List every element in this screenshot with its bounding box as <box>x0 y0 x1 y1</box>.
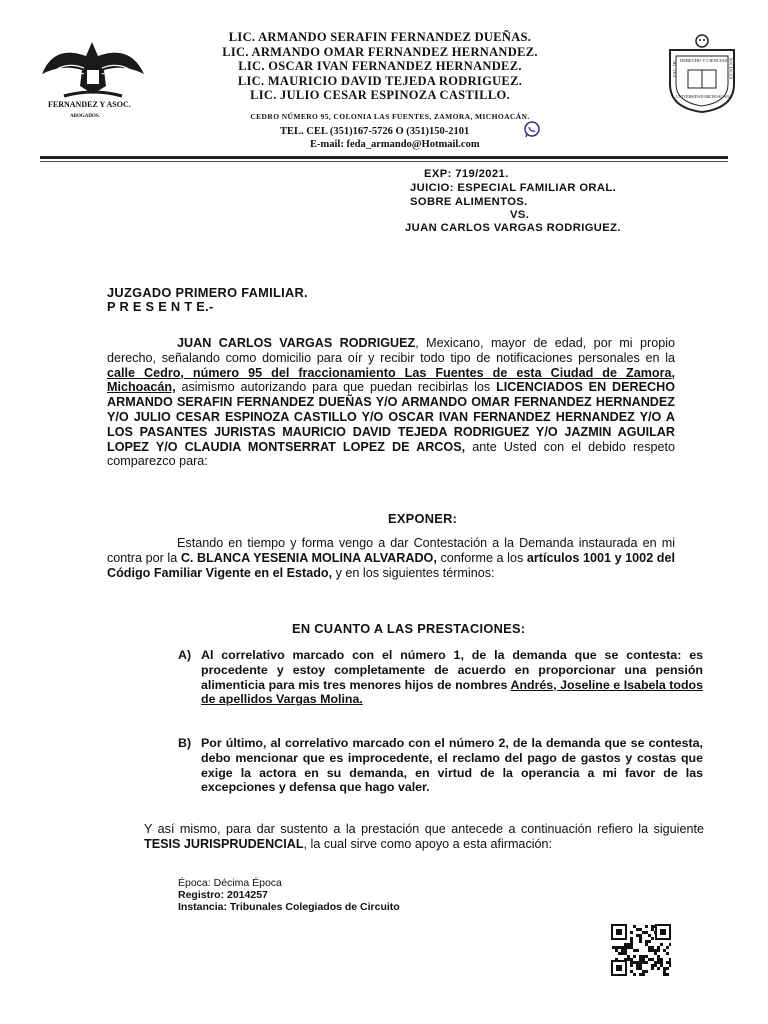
item-a-body: Al correlativo marcado con el número 1, de la demanda que se contesta: es procedente y estoy completamente de acuerdo en proporcionar una pensión alimenticia para mis tres menores hijos de nombres <box>201 648 703 692</box>
firm-logo-subcaption: ABOGADOS. <box>70 114 100 119</box>
item-a-label: A) <box>178 648 192 662</box>
case-vs: VS. <box>510 209 530 221</box>
plaintiff-name: C. BLANCA YESENIA MOLINA ALVARADO, <box>180 550 437 565</box>
eagle-emblem-icon <box>34 34 152 104</box>
case-juicio: JUICIO: ESPECIAL FAMILIAR ORAL. <box>410 182 617 194</box>
intro-text: ante Usted con el debido respeto comparezco para: <box>107 439 675 469</box>
tesis-text: Y así mismo, para dar sustento a la prestación que antecede a continuación refiero la siguiente <box>144 822 704 836</box>
exponer-text: conforme a los <box>436 550 527 565</box>
seal-text-left: FAC. DE <box>671 60 677 77</box>
firm-phone: TEL. CEL (351)167-5726 O (351)150-2101 <box>280 126 470 137</box>
firm-logo <box>34 34 152 124</box>
intro-address: calle Cedro, número 95 del fraccionamiento Las Fuentes de esta Ciudad de Zamora, Michoacán, <box>107 365 675 395</box>
meta-epoca: Época: Décima Época <box>178 877 282 889</box>
header-divider <box>40 156 728 159</box>
lawyer-name: LIC. ARMANDO SERAFIN FERNANDEZ DUEÑAS. <box>228 30 532 44</box>
lawyer-name: LIC. ARMANDO OMAR FERNANDEZ HERNANDEZ. <box>222 44 538 59</box>
seal-text-right: SOCIALES <box>728 57 734 80</box>
exponer-text: Estando en tiempo y forma vengo a dar Contestación a la Demanda instaurada en mi contra por la <box>107 536 675 565</box>
exponer-heading: EXPONER: <box>388 511 458 526</box>
authorized-persons: LICENCIADOS EN DERECHO ARMANDO SERAFIN FERNANDEZ DUEÑAS Y/O ARMANDO OMAR FERNANDEZ HERNANDEZ Y/O JULIO CESAR ESPINOZA CASTILLO Y/O OSCAR IVAN FERNANDEZ HERNANDEZ Y/O A LOS PASANTES JURISTAS MAURICIO DAVID TEJEDA RODRIGUEZ Y/O JAZMIN AGUILAR LOPEZ Y/O CLAUDIA MONTSERRAT LOPEZ DE ARCOS, <box>107 380 675 454</box>
court-name: JUZGADO PRIMERO FAMILIAR. <box>107 285 308 300</box>
item-b-text: Por último, al correlativo marcado con el número 2, de la demanda que se contesta, debo mencionar que es improcedente, el reclamo del pago de gastos y costas que exige la actora en su demanda, en virtud de la operancia a mi favor de las excepciones y defensa que hago valer. <box>201 736 703 795</box>
tesis-bold: TESIS JURISPRUDENCIAL <box>144 836 304 851</box>
presente: P R E S E N T E.- <box>107 299 214 314</box>
lawyer-name: LIC. OSCAR IVAN FERNANDEZ HERNANDEZ. <box>238 59 522 74</box>
intro-paragraph <box>107 336 675 469</box>
firm-address: CEDRO NÚMERO 95, COLONIA LAS FUENTES, ZAMORA, MICHOACÁN. <box>250 112 530 121</box>
qr-code-icon <box>611 924 671 976</box>
intro-text: asimismo autorizando para que puedan recibirlas los <box>175 380 497 395</box>
defendant-name: JUAN CARLOS VARGAS RODRIGUEZ <box>177 336 416 350</box>
seal-text-bottom: UNIVERSIDAD MICHOACANA <box>676 94 732 99</box>
case-party: JUAN CARLOS VARGAS RODRIGUEZ. <box>405 222 621 234</box>
meta-instancia: Instancia: Tribunales Colegiados de Circuito <box>178 901 400 913</box>
item-a-text <box>201 648 703 707</box>
case-exp: EXP: 719/2021. <box>424 168 509 180</box>
lawyer-name: LIC. JULIO CESAR ESPINOZA CASTILLO. <box>250 88 510 103</box>
prestaciones-heading: EN CUANTO A LAS PRESTACIONES: <box>292 621 526 636</box>
children-names: Andrés, Joseline e Isabela todos de apellidos Vargas Molina. <box>201 677 704 707</box>
whatsapp-icon <box>522 121 542 144</box>
tesis-paragraph <box>144 822 704 852</box>
firm-logo-caption: FERNANDEZ Y ASOC. <box>48 100 131 109</box>
meta-registro: Registro: 2014257 <box>178 889 268 901</box>
exponer-paragraph <box>107 536 675 580</box>
exponer-text: y en los siguientes términos: <box>332 565 495 580</box>
lawyer-name: LIC. MAURICIO DAVID TEJEDA RODRIGUEZ. <box>237 73 523 88</box>
seal-text-top: DERECHO Y CIENCIAS <box>680 58 728 63</box>
university-seal <box>664 32 740 114</box>
lawyers-list <box>180 30 580 103</box>
case-sobre: SOBRE ALIMENTOS. <box>410 196 528 208</box>
tesis-text: , la cual sirve como apoyo a esta afirmación: <box>303 836 553 851</box>
intro-text: , Mexicano, mayor de edad, por mi propio derecho, señalando como domicilio para oír y recibir todo tipo de notificaciones personales en la <box>107 336 676 365</box>
item-b-label: B) <box>178 736 192 750</box>
header-divider-thin <box>40 161 728 162</box>
articles-reference: artículos 1001 y 1002 del Código Familiar Vigente en el Estado, <box>107 550 675 580</box>
firm-email: E-mail: feda_armando@Hotmail.com <box>310 139 480 150</box>
